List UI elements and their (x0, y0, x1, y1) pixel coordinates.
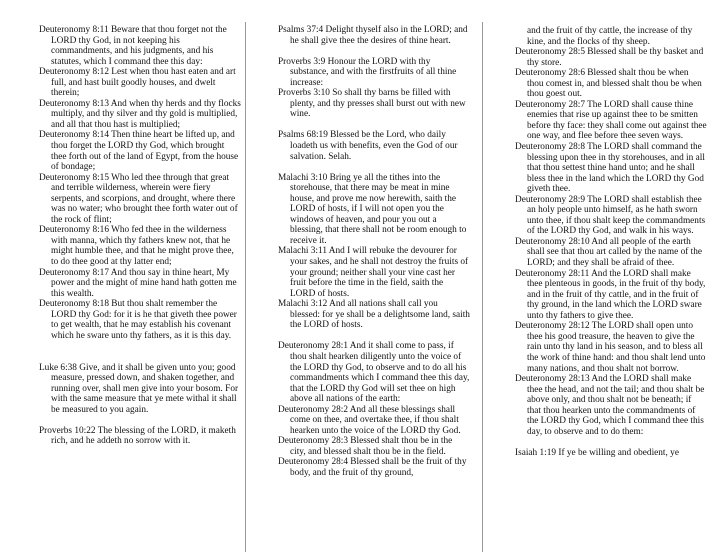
verse: Deuteronomy 28:4 Blessed shall be the fruit of thy body, and the fruit of thy ground, (278, 457, 467, 478)
verse: Deuteronomy 28:3 Blessed shalt thou be in the city, and blessed shalt thou be in the field. (278, 436, 453, 457)
verse: Deuteronomy 28:7 The LORD shall cause thine enemies that rise up against thee to be smitten before thy face: they shall come out against thee one way, and flee before thee seven ways. (515, 99, 707, 142)
verse: Isaiah 1:19 If ye be willing and obedient, ye (515, 447, 679, 458)
verse: Proverbs 10:22 The blessing of the LORD, it maketh rich, and he addeth no sorrow with it. (39, 425, 236, 447)
verse: Deuteronomy 8:12 Lest when thou hast eaten and art full, and hast built goodly houses, and dwelt therein; (39, 67, 236, 99)
column-divider-left (245, 22, 246, 552)
spacer (39, 415, 242, 426)
verse: Deuteronomy 28:12 The LORD shall open unto thee his good treasure, the heaven to give the rain unto thy land in his season, and to bless all the work of thine hand: and thou shalt lend unto many nations, and thou shalt not borrow. (515, 321, 706, 374)
verse: Deuteronomy 28:9 The LORD shall establish thee an holy people unto himself, as he hath sworn unto thee, if thou shalt keep the commandments of the LORD thy God, and walk in his ways. (515, 194, 706, 237)
verse: Psalms 37:4 Delight thyself also in the LORD; and he shall give thee the desires of thine heart. (278, 25, 468, 46)
spacer (515, 437, 707, 448)
verse: Deuteronomy 28:2 And all these blessings shall come on thee, and overtake thee, if thou shalt hearken unto the voice of the LORD thy God. (278, 404, 461, 436)
column-1 (39, 25, 242, 447)
column-3 (515, 26, 707, 458)
column-divider-right (482, 22, 483, 552)
verse: Proverbs 3:10 So shall thy barns be filled with plenty, and thy presses shall burst out with new wine. (278, 88, 466, 120)
spacer (278, 162, 470, 173)
verse: Psalms 68:19 Blessed be the Lord, who daily loadeth us with benefits, even the God of our salvation. Selah. (278, 130, 458, 162)
verse: Proverbs 3:9 Honour the LORD with thy substance, and with the firstfruits of all thine increase: (278, 56, 457, 88)
verse: Deuteronomy 28:8 The LORD shall command the blessing upon thee in thy storehouses, and in all that thou settest thine hand unto; and he shall bless thee in the land which the LORD thy God giveth thee. (515, 142, 705, 195)
verse: Deuteronomy 28:1 And it shall come to pass, if thou shalt hearken diligently unto the voice of the LORD thy God, to observe and to do all his commandments which I command thee this day, that the LORD thy God will set thee on high above all nations of the earth: (278, 341, 470, 405)
verse: Deuteronomy 28:10 And all people of the earth shall see that thou art called by the name of the LORD; and they shall be afraid of thee. (515, 236, 703, 269)
verse: Deuteronomy 8:18 But thou shalt remember the LORD thy God: for it is he that giveth thee power to get wealth, that he may establish his covenant which he sware unto thy fathers, as it is this day. (39, 299, 237, 341)
verse: Deuteronomy 8:15 Who led thee through that great and terrible wilderness, wherein were fiery serpents, and scorpions, and drought, where there was no water; who brought thee forth water out of the rock of flint; (39, 172, 238, 225)
spacer (278, 331, 470, 342)
verse: Deuteronomy 28:6 Blessed shalt thou be when thou comest in, and blessed shalt thou be when thou goest out. (515, 68, 702, 100)
verse: Malachi 3:10 Bring ye all the tithes into the storehouse, that there may be meat in mine house, and prove me now herewith, saith the LORD of hosts, if I will not open you the windows of heaven, and pour you out a blessing, that there shall not be room enough to receive it. (278, 172, 467, 246)
spacer (278, 120, 470, 131)
verse: Deuteronomy 8:13 And when thy herds and thy flocks multiply, and thy silver and thy gold is multiplied, and all that thou hast is multiplied; (39, 98, 241, 130)
verse: Deuteronomy 8:16 Who fed thee in the wilderness with manna, which thy fathers knew not, that he might humble thee, and that he might prove thee, to do thee good at thy latter end; (39, 225, 234, 268)
spacer (39, 352, 242, 363)
verse: Luke 6:38 Give, and it shall be given unto you; good measure, pressed down, and shaken together, and running over, shall men give into your bosom. For with the same measure that ye mete withal it shall be measured to you again. (39, 362, 239, 415)
verse: Deuteronomy 8:17 And thou say in thine heart, My power and the might of mine hand hath gotten me this wealth. (39, 267, 237, 299)
verse: Deuteronomy 28:13 And the LORD shall make thee the head, and not the tail; and thou shalt be above only, and thou shalt not be beneath; if that thou hearken unto the commandments of the LORD thy God, which I command thee this day, to observe and to do them: (515, 374, 705, 437)
verse: Deuteronomy 8:14 Then thine heart be lifted up, and thou forget the LORD thy God, which brought thee forth out of the land of Egypt, from the house of bondage; (39, 130, 239, 173)
verse-continuation: and the fruit of thy cattle, the increase of thy kine, and the flocks of thy sheep. (527, 26, 693, 47)
verse: Malachi 3:12 And all nations shall call you blessed: for ye shall be a delightsome land, saith the LORD of hosts. (278, 299, 470, 331)
verse: Deuteronomy 28:5 Blessed shall be thy basket and thy store. (515, 47, 704, 68)
verse: Deuteronomy 28:11 And the LORD shall make thee plenteous in goods, in the fruit of thy body, and in the fruit of thy cattle, and in the fruit of thy ground, in the land which the LORD sware unto thy fathers to give thee. (515, 268, 706, 321)
spacer (39, 341, 242, 352)
verse: Malachi 3:11 And I will rebuke the devourer for your sakes, and he shall not destroy the fruits of your ground; neither shall your vine cast her fruit before the time in the field, saith the LORD of hosts. (278, 246, 469, 299)
spacer (278, 46, 470, 57)
verse: Deuteronomy 8:11 Beware that thou forget not the LORD thy God, in not keeping his commandments, and his judgments, and his statutes, which I command thee this day: (39, 25, 227, 67)
column-2 (278, 25, 470, 479)
